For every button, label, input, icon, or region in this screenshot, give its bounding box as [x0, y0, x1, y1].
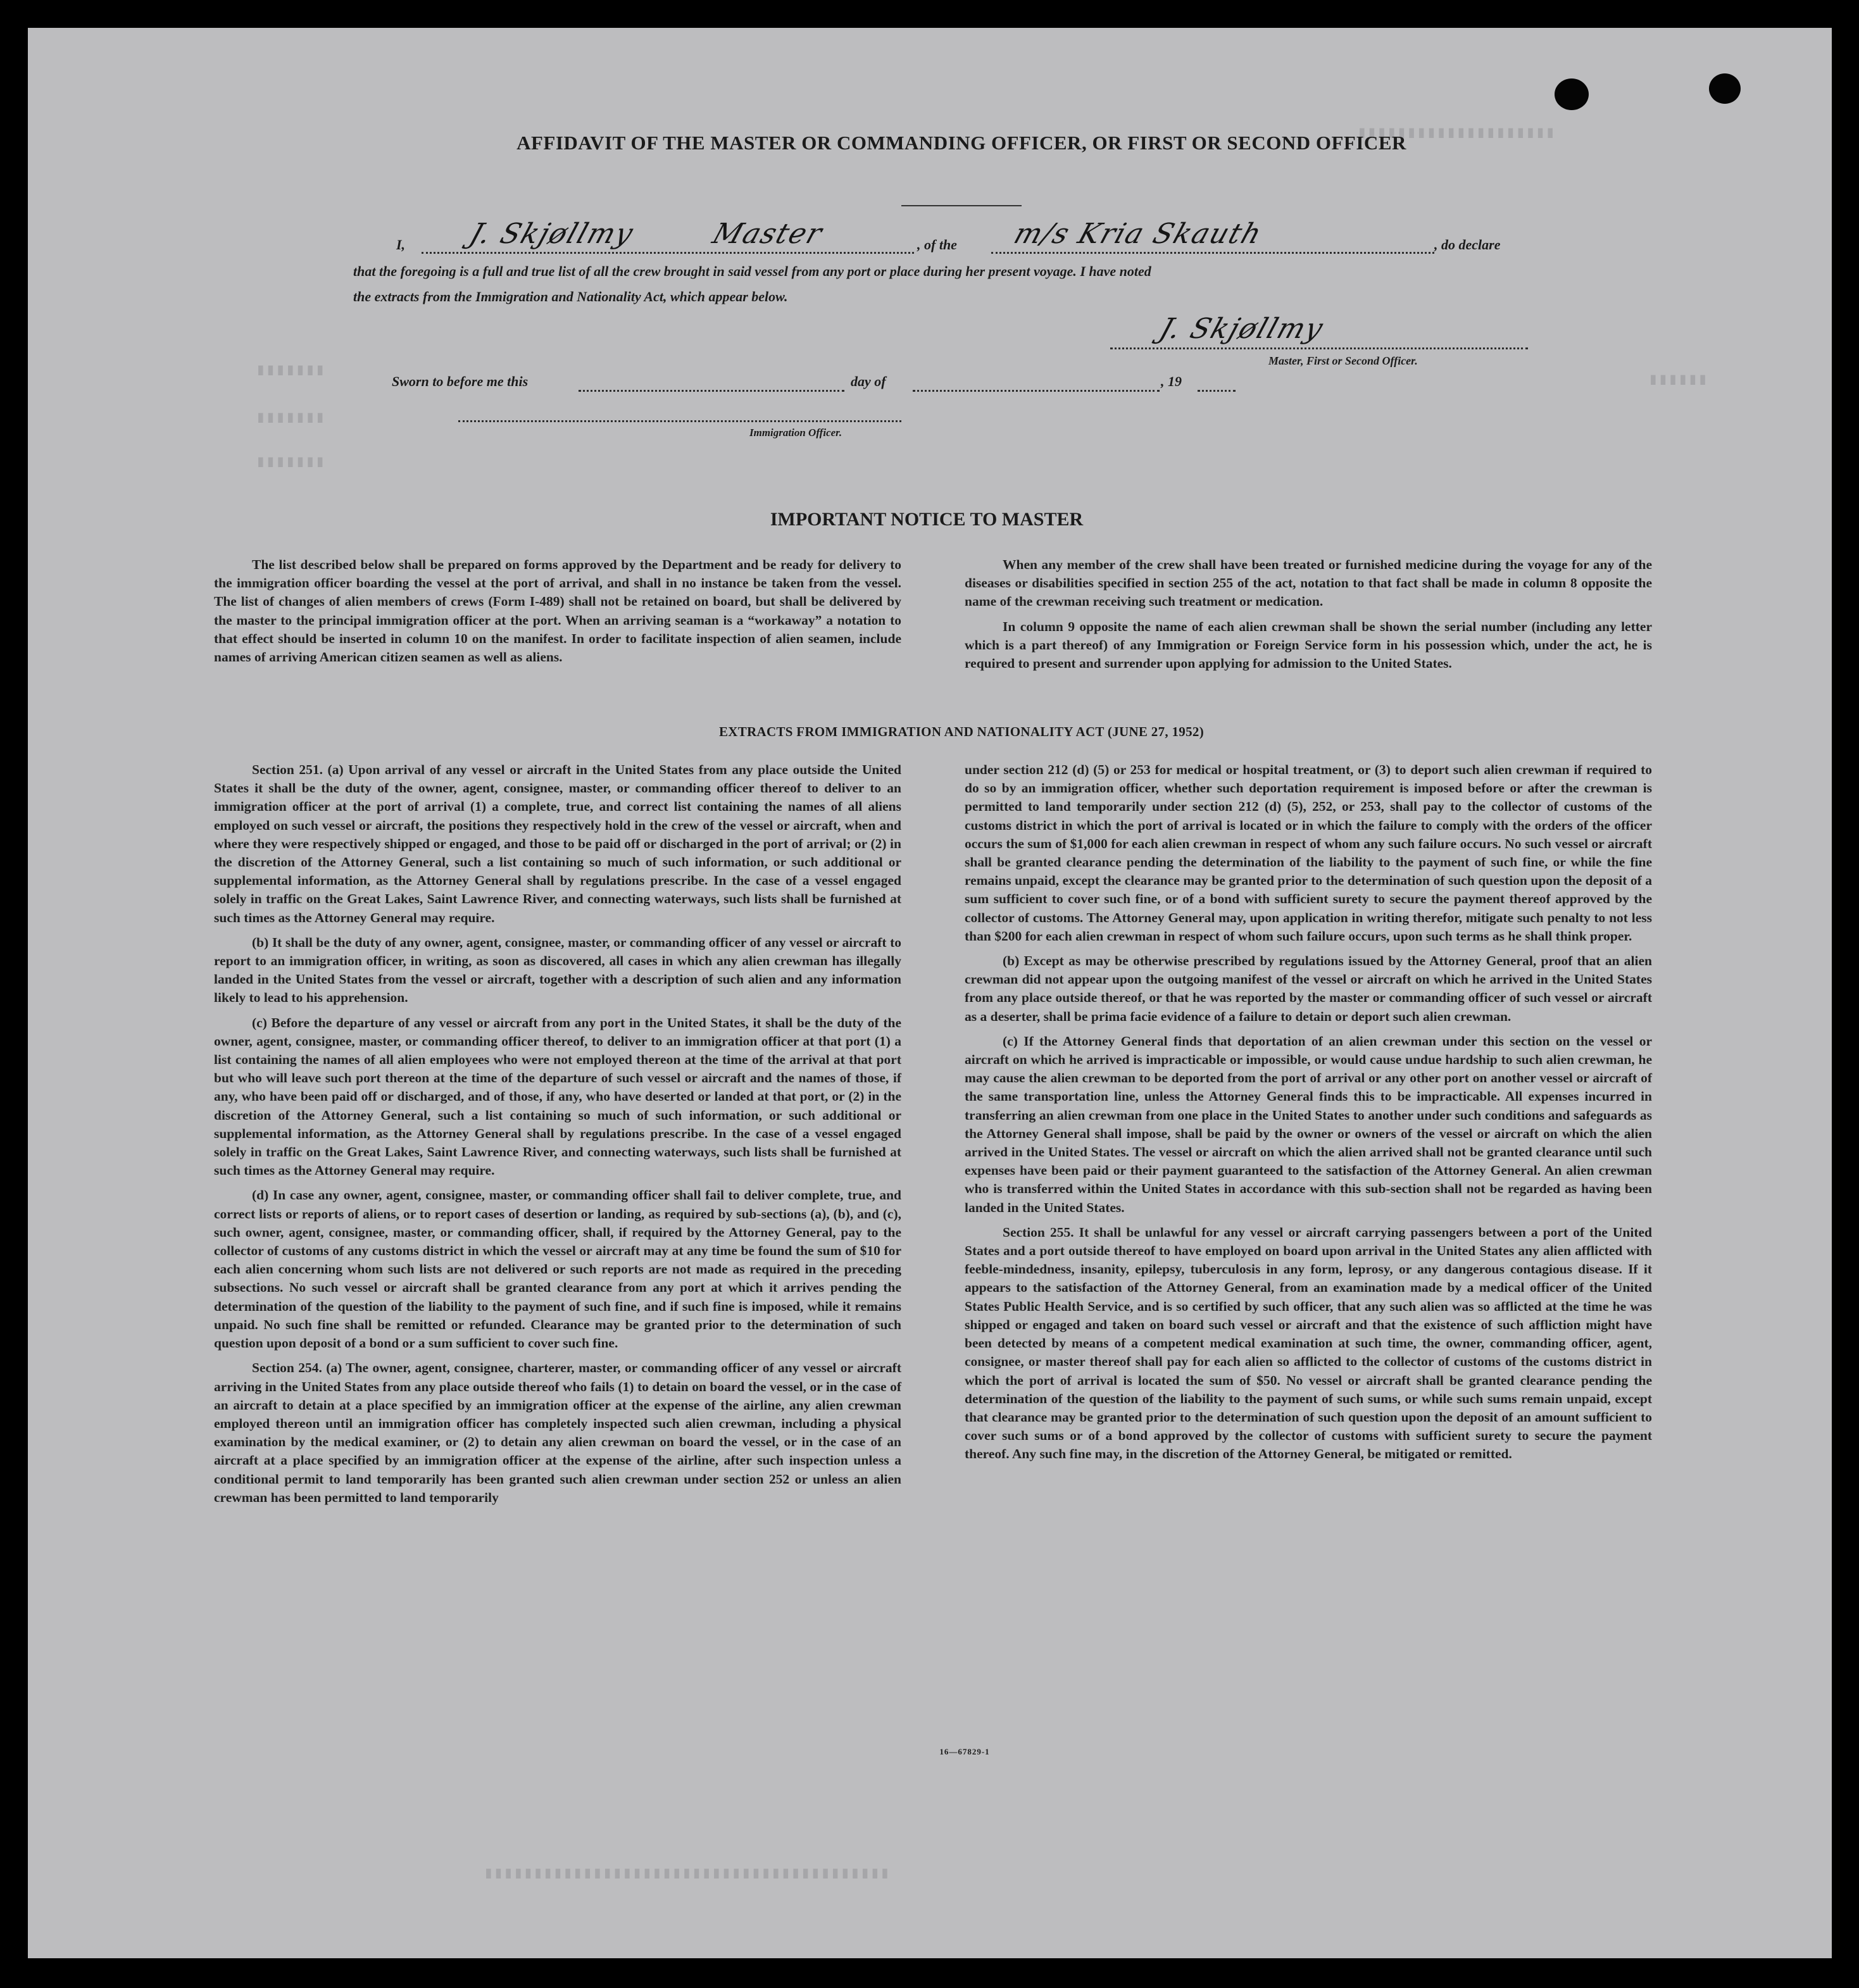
year-prefix: , 19	[1161, 373, 1182, 389]
bleed-through-text: ▮▮▮▮▮▮▮	[256, 408, 325, 427]
immigration-officer-line	[458, 420, 901, 422]
sworn-label: Sworn to before me this	[392, 373, 529, 389]
notice-left-column	[214, 556, 901, 673]
bleed-through-text: ▮▮▮▮▮▮▮▮▮▮▮▮▮▮▮▮▮▮▮▮▮▮▮▮▮▮▮▮▮▮▮▮▮▮▮▮▮▮▮▮▮	[484, 1864, 890, 1883]
day-of-label: day of	[851, 373, 886, 389]
sworn-month-line	[913, 390, 1160, 392]
notice-left-paragraph: The list described below shall be prepared on forms approved by the Department and be ready for delivery to the immigration officer boarding the vessel at the port of arrival, and shall in no instance be taken from the vessel. The list of changes of alien members of crews (Form I-489) shall not be retained on board, but shall be delivered by the master to the principal immigration officer at the port. When an arriving seaman is a “workaway” a notation to that effect should be inserted in column 10 on the manifest. In order to facilitate inspection of alien seamen, include names of arriving American citizen seamen as well as aliens.	[214, 557, 901, 665]
affidavit-line-3: the extracts from the Immigration and Nationality Act, which appear below.	[353, 289, 788, 304]
section-254c: (c) If the Attorney General finds that deportation of an alien crewman under this section on the vessel or aircraft on which he arrived is impracticable or impossible, or would cause undue hardship to such alien crewman, he may cause the alien crewman to be deported from the port of arrival or any other port on another vessel or aircraft of the same transportation line, unless the Attorney General finds this to be impracticable. All expenses incurred in transferring an alien crewman from one place in the United States to another under such conditions and safeguards as the Attorney General shall impose, shall be paid by the owner or owners of the vessel or aircraft on which the alien arrived in the United States. The vessel or aircraft on which the alien arrived shall not be granted clearance until such expenses have been paid or their payment guaranteed to the satisfaction of the Attorney General. An alien crewman who is transferred within the United States in accordance with this sub-section shall not be regarded as having been landed in the United States.	[965, 1033, 1652, 1215]
notice-right-paragraph-2: In column 9 opposite the name of each alien crewman shall be shown the serial number (including any letter which is a part thereof) of any Immigration or Foreign Service form in his possession which, under the act, he is required to present and surrender upon applying for admission to the United States.	[965, 618, 1652, 672]
bleed-through-text: ▮▮▮▮▮▮▮	[256, 361, 325, 380]
officer-signature-line	[1110, 347, 1528, 349]
master-name-signature: J. Skjøllmy Master	[465, 218, 827, 250]
extracts-right-column	[965, 761, 1652, 1470]
affidavit-line-2: that the foregoing is a full and true list of all the crew brought in said vessel from any port or place during her present voyage. I have noted	[353, 263, 1151, 279]
section-251a: Section 251. (a) Upon arrival of any vessel or aircraft in the United States from any place outside the United States it shall be the duty of the owner, agent, consignee, master, or commanding officer thereof to deliver to an immigration officer at the port of arrival (1) a complete, true, and correct list containing the names of all aliens employed on such vessel or aircraft, the positions they respectively hold in the crew of the vessel or aircraft, when and where they were respectively shipped or engaged, and those to be paid off or discharged in the port of arrival; or (2) in the discretion of the Attorney General, such a list containing so much of such information, or such additional or supplemental information, as the Attorney General shall by regulations prescribe. In the case of a vessel engaged solely in traffic on the Great Lakes, Saint Lawrence River, and connecting waterways, such lists shall be furnished at such times as the Attorney General may require.	[214, 762, 901, 925]
i-label: I,	[396, 237, 406, 253]
section-254a-cont: under section 212 (d) (5) or 253 for medical or hospital treatment, or (3) to deport such alien crewman if required to do so by an immigration officer, whether such deportation requirement is imposed before or after the crewman is permitted to land temporarily under section 212 (d) (5), 252, or 253, shall pay to the collector of customs of the customs district in which the port of arrival is located or in which the failure to comply with the orders of the officer occurs the sum of $1,000 for each alien crewman in respect of whom any such failure occurs. No such vessel or aircraft shall be granted clearance pending the determination of the liability to the payment of such fine, or while the fine remains unpaid, except the clearance may be granted prior to the determination of such question upon the deposit of a sum sufficient to cover such fine, or of a bond with sufficient surety to secure the payment thereof approved by the collector of customs. The Attorney General may, upon application in writing therefor, mitigate such penalty to not less than $200 for each alien crewman in respect of whom such failure occurs, upon such terms as he shall think proper.	[965, 762, 1652, 944]
form-number: 16—67829-1	[939, 1747, 990, 1756]
punch-hole-right	[1709, 73, 1741, 104]
do-declare-label: , do declare	[1434, 237, 1501, 253]
document-sheet	[28, 28, 1832, 1958]
notice-right-column	[965, 556, 1652, 679]
affidavit-title: AFFIDAVIT OF THE MASTER OR COMMANDING OFFICER, OR FIRST OR SECOND OFFICER	[516, 132, 1406, 154]
extracts-title: EXTRACTS FROM IMMIGRATION AND NATIONALITY ACT (JUNE 27, 1952)	[719, 724, 1204, 739]
bleed-through-text: ▮▮▮▮▮▮▮▮▮▮▮▮▮▮▮▮▮▮▮▮	[1357, 123, 1556, 142]
vessel-field-line	[991, 252, 1434, 254]
section-251d: (d) In case any owner, agent, consignee, master, or commanding officer shall fail to deliver complete, true, and correct lists or reports of aliens, or to report cases of desertion or landing, as required by sub-sections (a), (b), and (c), such owner, agent, consignee, master, or commanding officer, shall, if required by the Attorney General, pay to the collector of customs of any customs district in which the vessel or aircraft may at any time be found the sum of $10 for each alien concerning whom such lists are not delivered or such reports are not made as required in the preceding subsections. No such vessel or aircraft shall be granted clearance from any port at which it arrives pending the determination of the question of the liability to the payment of such fine, and if such fine is imposed, while it remains unpaid. No such fine shall be remitted or refunded. Clearance may be granted prior to the determination of such question upon deposit of a bond or a sum sufficient to cover such fine.	[214, 1187, 901, 1351]
section-251b: (b) It shall be the duty of any owner, agent, consignee, master, or commanding officer of any vessel or aircraft to report to an immigration officer, in writing, as soon as discovered, all cases in which any alien crewman has illegally landed in the United States from the vessel or aircraft, together with a description of such alien and any information likely to lead to his apprehension.	[214, 934, 901, 1006]
of-the-label: , of the	[917, 237, 957, 253]
name-field-line	[422, 252, 914, 254]
sworn-year-line	[1198, 390, 1236, 392]
title-divider	[901, 205, 1022, 206]
punch-hole-left	[1555, 78, 1589, 110]
bleed-through-text: ▮▮▮▮▮▮	[1648, 370, 1708, 389]
notice-right-paragraph-1: When any member of the crew shall have been treated or furnished medicine during the voyage for any of the diseases or disabilities specified in section 255 of the act, notation to that fact shall be made in column 8 opposite the name of the crewman receiving such treatment or medication.	[965, 557, 1652, 610]
sworn-day-line	[579, 390, 844, 392]
immigration-officer-caption: Immigration Officer.	[749, 427, 842, 439]
bleed-through-text: ▮▮▮▮▮▮▮	[256, 453, 325, 472]
notice-title: IMPORTANT NOTICE TO MASTER	[770, 509, 1084, 530]
officer-signature: J. Skjøllmy	[1155, 313, 1329, 345]
section-254b: (b) Except as may be otherwise prescribed by regulations issued by the Attorney General, proof that an alien crewman did not appear upon the outgoing manifest of the vessel or aircraft on which he arrived in the United States from any place outside thereof, or that he was reported by the master or commanding officer of such vessel or aircraft as a deserter, shall be prima facie evidence of a failure to detain or deport such alien crewman.	[965, 953, 1652, 1024]
section-251c: (c) Before the departure of any vessel or aircraft from any port in the United States, it shall be the duty of the owner, agent, consignee, master, or commanding officer thereof, to deliver to an immigration officer at that port (1) a list containing the names of all alien employees who were not employed thereon at the time of the arrival at that port but who will leave such port thereon at the time of the departure of such vessel or aircraft and the names of those, if any, who have been paid off or discharged, and of those, if any, who have deserted or landed at that port, or (2) in the discretion of the Attorney General, such a list containing so much of such information, or such additional or supplemental information, as the Attorney General shall by regulations prescribe. In the case of a vessel engaged solely in traffic on the Great Lakes, Saint Lawrence River, and connecting waterways, such lists shall be furnished at such times as the Attorney General may require.	[214, 1015, 901, 1178]
section-254a: Section 254. (a) The owner, agent, consignee, charterer, master, or commanding officer of any vessel or aircraft arriving in the United States from any place outside thereof who fails (1) to detain on board the vessel, or in the case of an aircraft to detain at a place specified by an immigration officer at the expense of the airline, any alien crewman employed thereon until an immigration officer has completely inspected such alien crewman, including a physical examination by the medical examiner, or (2) to detain any alien crewman on board the vessel, or in the case of an aircraft at a place specified by an immigration officer at the expense of the airline, after such inspection unless a conditional permit to land temporarily has been granted such alien crewman under section 252 or unless an alien crewman has been permitted to land temporarily	[214, 1360, 901, 1505]
signature-caption: Master, First or Second Officer.	[1268, 354, 1418, 367]
extracts-left-column	[214, 761, 901, 1513]
vessel-name-handwriting: m/s Kria Skauth	[1010, 218, 1267, 250]
section-255: Section 255. It shall be unlawful for any vessel or aircraft carrying passengers between a port of the United States and a port outside thereof to have employed on board upon arrival in the United States any alien afflicted with feeble-mindedness, insanity, epilepsy, tuberculosis in any form, leprosy, or any dangerous contagious disease. If it appears to the satisfaction of the Attorney General, from an examination made by a medical officer of the United States Public Health Service, and is so certified by such officer, that any such alien was so afflicted at the time he was shipped or engaged and taken on board such vessel or aircraft and that the existence of such affliction might have been detected by means of a competent medical examination at such time, the owner, commanding officer, agent, consignee, or master thereof shall pay for each alien so afflicted to the collector of customs of the customs district in which the port of arrival is located the sum of $50. No vessel or aircraft shall be granted clearance pending the determination of the question of the liability to the payment of such sums, or while such sums remain unpaid, except that clearance may be granted prior to the determination of such question upon the deposit of an amount sufficient to cover such sums or of a bond approved by the collector of customs with sufficient surety to secure the payment thereof. Any such fine may, in the discretion of the Attorney General, be mitigated or remitted.	[965, 1224, 1652, 1462]
